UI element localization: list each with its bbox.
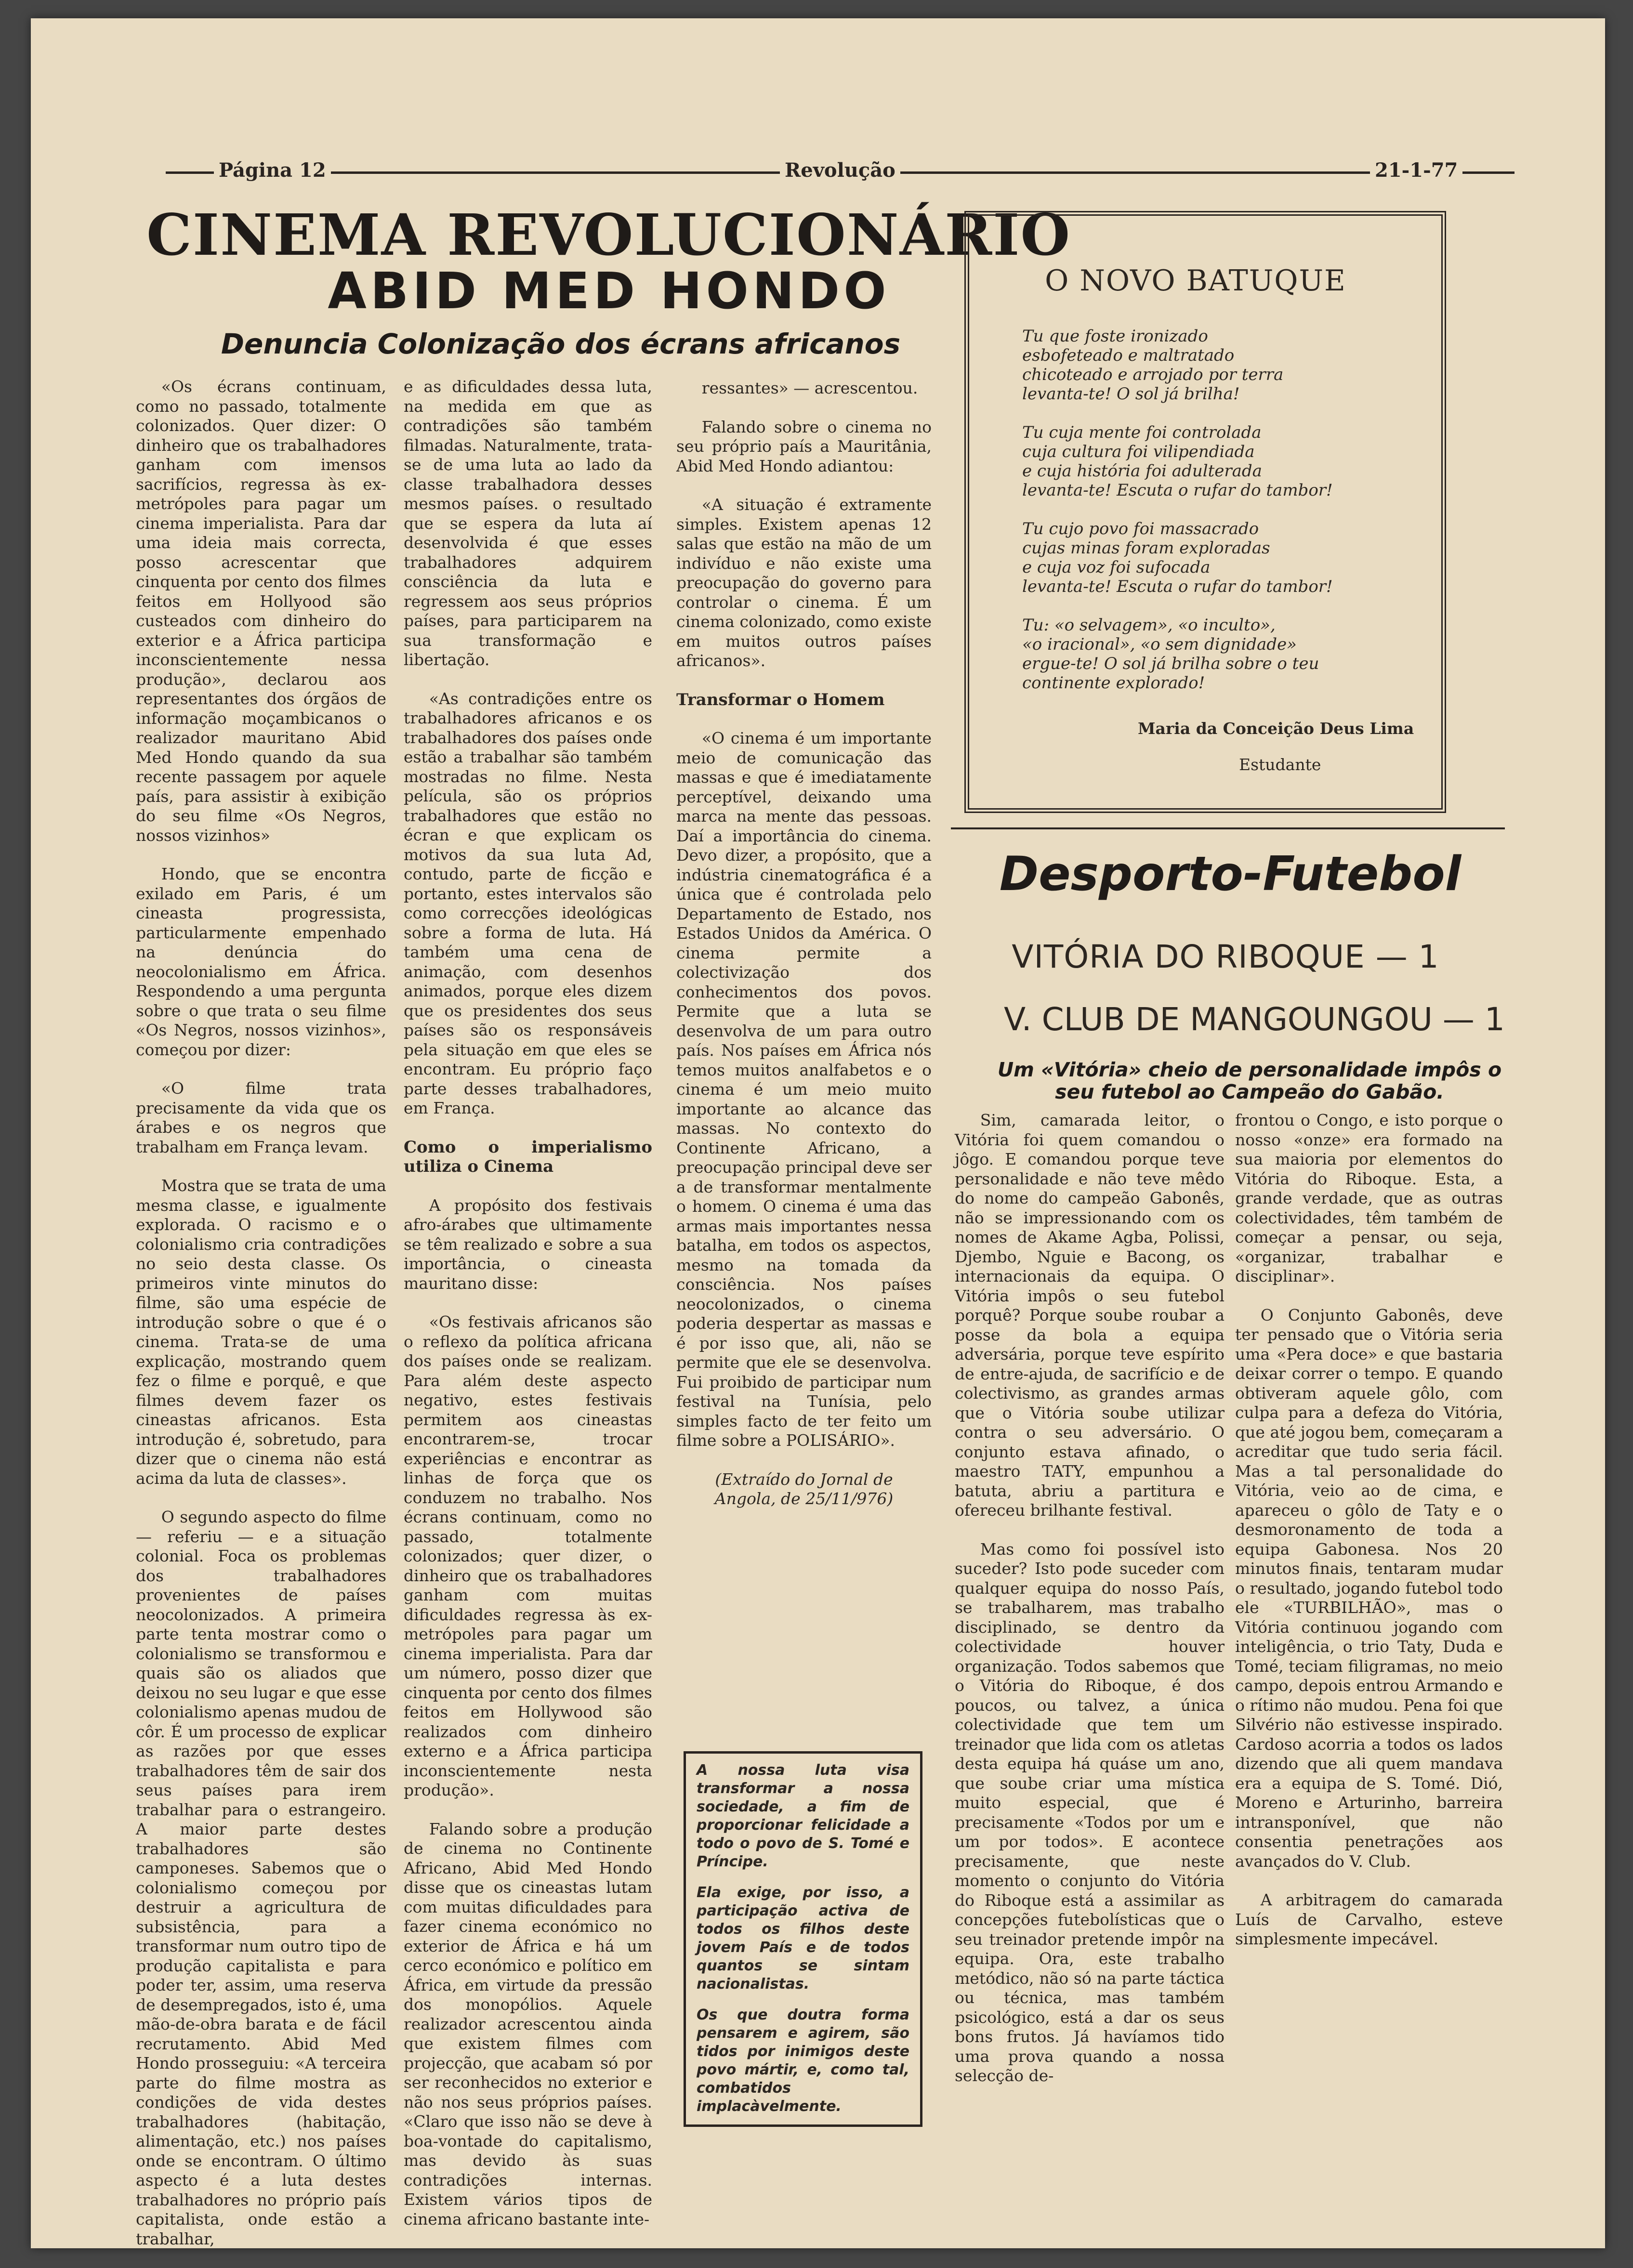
poem-box [964,211,1446,813]
paragraph: O Conjunto Gabonês, deve ter pensado que o Vitória seria uma «Pera doce» e que bastaria deixar correr o tempo. E quando obtiveram aquele gôlo, com culpa para a defeza do Vitória, que até jogou bem, começaram a acreditar que tudo seria fácil. Mas a tal personalidade do Vitória, veio ao de cima, e apareceu o gôlo de Taty e o desmoronamento de toda a equipa Gabonesa. Nos 20 minutos finais, tentaram mudar o resultado, jogando futebol todo ele «TURBILHÃO», mas o Vitória continuou jogando com inteligência, o trio Taty, Duda e Tomé, teciam filigramas, no meio campo, depois entrou Armando e o rítimo não mudou. Pena foi que Silvério não estivesse inspirado. Cardoso acorria a todos os lados dizendo que ali quem mandava era a equipa de S. Tomé. Dió, Moreno e Arturinho, barreira intransponível, que não consentia penetrações aos avançados do V. Club. [1235,1305,1503,1871]
paragraph: O segundo aspecto do filme — referiu — e a situação colonial. Foca os problemas dos trabalhadores provenientes de países neocolonizados. A primeira parte tenta mostrar como o colonialismo se transformou e quais são os aliados que deixou no seu lugar e que esse colonialismo apenas mudou de côr. É um processo de explicar as razões por que esses trabalhadores têm de sair dos seus países para irem trabalhar para o estrangeiro. A maior parte destes trabalhadores são camponeses. Sabemos que o colonialismo começou por destruir a agricultura de subsistência, para a transformar num outro tipo de produção capitalista e para poder ter, assim, uma reserva de desempregados, isto é, uma mão-de-obra barata e de fácil recrutamento. Abid Med Hondo prosseguiu: «A terceira parte do filme mostra as condições de vida destes trabalhadores (habitação, alimentação, etc.) nos países onde se encontram. O último aspecto é a luta destes trabalhadores no próprio país capitalista, onde estão a trabalhar, [136,1508,386,2248]
poem-stanza: Tu que foste ironizado esbofeteado e maltratado chicoteado e arrojado por terra levanta-te! O sol já brilha! [1022,327,1284,404]
poem-stanza: Tu cujo povo foi massacrado cujas minas foram exploradas e cuja voz foi sufocada levanta-te! Escuta o rufar do tambor! [1022,519,1333,596]
poem-stanza: Tu: «o selvagem», «o inculto», «o iracional», «o sem dignidade» ergue-te! O sol já brilha sobre o teu continente explorado! [1022,616,1319,693]
note-paragraph: A nossa luta visa transformar a nossa sociedade, a fim de proporcionar felicidade a todo o povo de S. Tomé e Príncipe. [697,1762,909,1870]
page-number: Página 12 [214,159,331,182]
paragraph: «Os festivais africanos são o reflexo da política africana dos países onde se realizam. Para além deste aspecto negativo, estes festivais permitem aos cineastas encontrarem-se, trocar experiências e encontrar as linhas de força que os conduzem no trabalho. Nos écrans continuam, como no passado, totalmente colonizados; quer dizer, o dinheiro que os trabalhadores ganham com muitas dificuldades regressa às ex-metrópoles para pagar um cinema imperialista. Para dar um número, posso dizer que cinquenta por cento dos filmes feitos em Hollywood são realizados com dinheiro externo e a África participa inconscientemente nesta produção». [404,1312,652,1799]
poem-stanza: Tu cuja mente foi controlada cuja cultura foi vilipendiada e cuja história foi adulterada levanta-te! Escuta o rufar do tambor! [1022,423,1333,500]
newspaper-name: Revolução [780,159,900,182]
paragraph: «Os écrans continuam, como no passado, totalmente colonizados. Quer dizer: O dinheiro que os trabalhadores ganham com imensos sacrifícios, regressa às ex-metrópoles para pagar um cinema imperialista. Para dar uma ideia mais correcta, posso acrescentar que cinquenta por cento dos filmes feitos em Hollyood são custeados com dinheiro do exterior e a África participa inconscientemente nessa produção», declarou aos representantes dos órgãos de informação moçambicanos o realizador mauritano Abid Med Hondo quando da sua recente passagem por aquele país, para assistir à exibição do seu filme «Os Negros, nossos vizinhos» [136,377,386,845]
newspaper-page [31,18,1605,2248]
paragraph: A propósito dos festivais afro-árabes que ultimamente se têm realizado e sobre a sua importância, o cineasta mauritano disse: [404,1195,652,1293]
paragraph: «O filme trata precisamente da vida que os árabes e os negros que trabalham em França levam. [136,1079,386,1156]
paragraph: «A situação é extramente simples. Existem apenas 12 salas que estão na mão de um indivíduo e não existe uma preocupação do governo para controlar o cinema. É um cinema colonizado, como existe em muitos outros países africanos». [676,495,932,670]
cinema-source: (Extraído do Jornal de Angola, de 25/11/976) [714,1469,894,1508]
section-divider [951,827,1505,829]
paragraph: frontou o Congo, e isto porque o nosso «onze» era formado na sua maioria por elementos do Vitória do Riboque. Esta, a grande verdade, que as outras colectividades, têm também de começar a pensar, ou seja, «organizar, trabalhar e disciplinar». [1235,1111,1503,1285]
cinema-column-2 [404,377,652,2248]
sport-score-line-2: V. CLUB DE MANGOUNGOU — 1 [1004,1001,1505,1038]
note-box [684,1751,922,2127]
paragraph: ressantes» — acrescentou. [701,379,918,397]
sport-section-title: Desporto-Futebol [999,847,1462,902]
cinema-subtitle: Denuncia Colonização dos écrans africanos [221,328,901,360]
poem-author-role: Estudante [1239,755,1321,774]
cinema-column-3 [676,379,932,1528]
cinema-kicker: CINEMA REVOLUCIONÁRIO [146,201,1071,268]
cinema-subheading-transform: Transformar o Homem [676,690,885,709]
sport-score-line-1: VITÓRIA DO RIBOQUE — 1 [1012,938,1439,975]
cinema-column-1 [136,377,386,2268]
poem-author: Maria da Conceição Deus Lima [1138,719,1414,738]
paragraph: Sim, camarada leitor, o Vitória foi quem comandou o jôgo. E comandou porque teve personalidade e não teve mêdo do nome do campeão Gabonês, não se impressionando com os nomes de Akame Agba, Polissi, Djembo, Nguie e Bacong, os internacionais da equipa. O Vitória impôs o seu futebol porquê? Porque soube roubar a posse da bola a equipa adversária, porque teve espírito de entre-ajuda, de sacrifício e de colectivismo, as grandes armas que o Vitória soube utilizar contra o seu adversário. O conjunto estava afinado, o maestro TATY, empunhou a batuta, abriu a partitura e ofereceu brilhante festival. [955,1111,1225,1520]
paragraph: A arbitragem do camarada Luís de Carvalho, esteve simplesmente impecável. [1235,1890,1503,1948]
issue-date: 21-1-77 [1370,159,1462,182]
sport-column-2 [1235,1111,1503,1968]
paragraph: Mostra que se trata de uma mesma classe, e igualmente explorada. O racismo e o colonialismo cria contradições no seio desta classe. Os primeiros vinte minutos do filme, são uma espécie de introdução sobre o que é o cinema. Trata-se de uma explicação, mostrando quem fez o filme e porquê, e que filmes devem fazer os cineastas africanos. Esta introdução é, sobretudo, para dizer que o cinema não está acima da luta de classes». [136,1176,386,1488]
note-paragraph: Os que doutra forma pensarem e agirem, são tidos por inimigos deste povo mártir, e, como tal, combatidos implacàvelmente. [697,2006,909,2115]
cinema-title: ABID MED HONDO [328,262,890,320]
sport-column-1 [955,1111,1225,2105]
paragraph: e as dificuldades dessa luta, na medida em que as contradições são também filmadas. Naturalmente, trata-se de uma luta ao lado da classe trabalhadora desses mesmos países. o resultado que se espera da luta aí desenvolvida é que esses trabalhadores adquirem consciência da luta e regressem aos seus próprios países, para participarem na sua transformação e libertação. [404,377,652,669]
poem-title: O NOVO BATUQUE [1045,264,1346,298]
paragraph: Hondo, que se encontra exilado em Paris, é um cineasta progressista, particularmente empenhado na denúncia do neocolonialismo em África. Respondendo a uma pergunta sobre o que trata o seu filme «Os Negros, nossos vizinhos», começou por dizer: [136,865,386,1059]
cinema-subheading-imperialism: Como o imperialismo utiliza o Cinema [404,1137,652,1176]
paragraph: Falando sobre o cinema no seu próprio país a Mauritânia, Abid Med Hondo adiantou: [676,417,932,475]
page-header [166,157,1514,186]
note-paragraph: Ela exige, por isso, a participação activa de todos os filhos deste jovem País e de todos quantos se sintam nacionalistas. [697,1884,909,1993]
paragraph: Mas como foi possível isto suceder? Isto pode suceder com qualquer equipa do nosso País, se trabalharem, mas trabalho disciplinado, se dentro da colectividade houver organização. Todos sabemos que o Vitória do Riboque, é dos poucos, ou talvez, a única colectividade que tem um treinador que lida com os atletas desta equipa há quáse um ano, que soube criar uma mística muito especial, que é precisamente «Todos por um e um por todos». E acontece precisamente, que neste momento o conjunto do Vitória do Riboque está a assimilar as concepções futebolísticas que o seu treinador pretende impôr na equipa. Ora, este trabalho metódico, não só na parte táctica ou técnica, mas também psicológico, está a dar os seus bons frutos. Já havíamos tido uma prova quando a nossa selecção de- [955,1539,1225,2085]
paragraph: «O cinema é um importante meio de comunicação das massas e que é imediatamente perceptível, deixando uma marca na mente das pessoas. Daí a importância do cinema. Devo dizer, a propósito, que a indústria cinematográfica é a única que é controlada pelo Departamento de Estado, nos Estados Unidos da América. O cinema permite a colectivização dos conhecimentos dos povos. Permite que a luta se desenvolva de um para outro país. Nos países em África nós temos muitos analfabetos e o cinema é um meio muito importante ao alcance das massas. No contexto do Continente Africano, a preocupação principal deve ser a de transformar mentalmente o homem. O cinema é uma das armas mais importantes nessa batalha, em todos os aspectos, mesmo na tomada da consciência. Nos países neocolonizados, o cinema poderia despertar as massas e é por isso que, ali, não se permite que ele se desenvolva. Fui proibido de participar num festival na Tunísia, pelo simples facto de ter feito um filme sobre a POLISÁRIO». [676,729,932,1450]
sport-deck: Um «Vitória» cheio de personalidade impôs o seu futebol ao Campeão do Gabão. [997,1058,1502,1103]
paragraph: «As contradições entre os trabalhadores africanos e os trabalhadores dos países onde estão a trabalhar são também mostradas no filme. Nesta película, são os próprios trabalhadores que estão no écran e que explicam os motivos da sua luta Ad, contudo, parte de ficção e portanto, estes intervalos são como correcções ideológicas sobre a forma de luta. Há também uma cena de animação, com desenhos animados, porque eles dizem que os presidentes dos seus países são os responsáveis pela situação em que eles se encontram. Eu próprio faço parte desses trabalhadores, em França. [404,689,652,1117]
poem-body [1022,327,1398,712]
paragraph: Falando sobre a produção de cinema no Continente Africano, Abid Med Hondo disse que os cineastas lutam com muitas dificuldades para fazer cinema económico no exterior de África e há um cerco económico e político em África, em virtude da pressão dos monopólios. Aquele realizador acrescentou ainda que existem filmes com projecção, que acabam só por ser reconhecidos no exterior e não nos seus próprios países. «Claro que isso não se deve à boa-vontade do capitalismo, mas devido às suas contradições internas. Existem vários tipos de cinema africano bastante inte- [404,1819,652,2229]
